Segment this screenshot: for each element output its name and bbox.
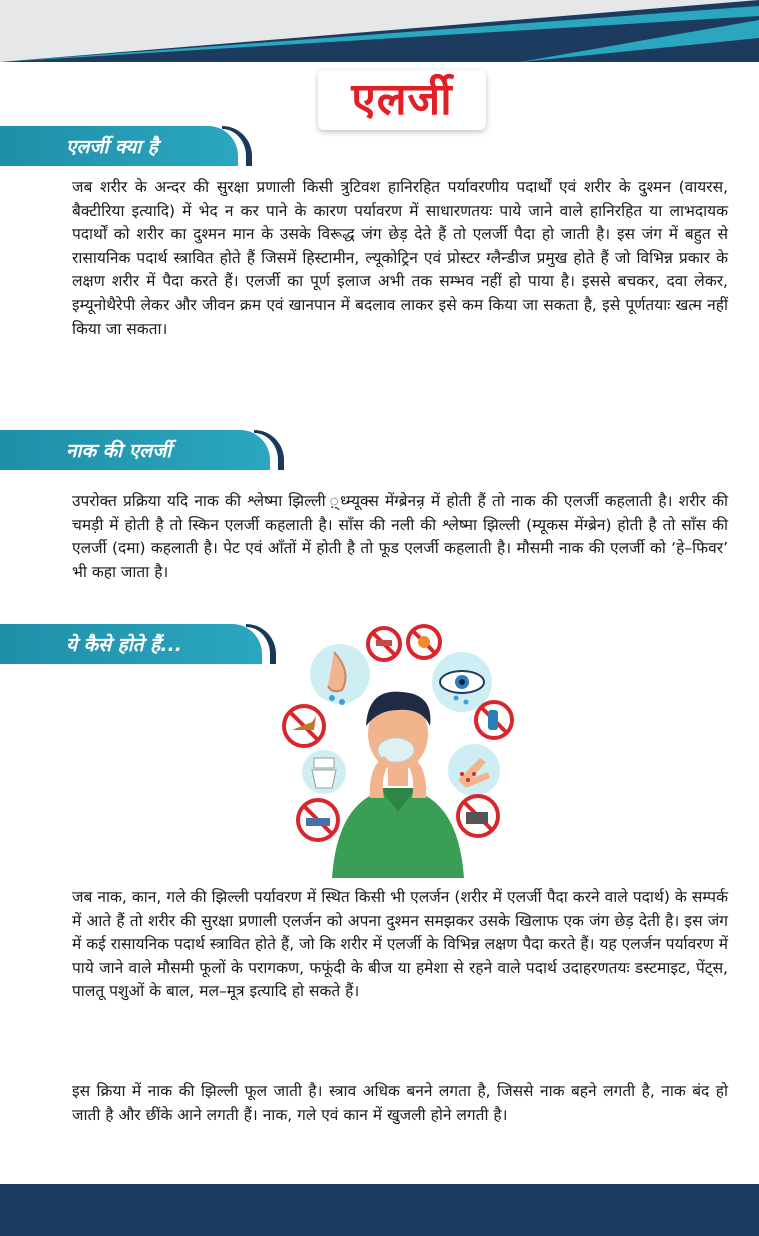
section-heading-nasal-allergy <box>0 430 270 470</box>
sneezing-person <box>332 692 464 878</box>
dog-icon <box>284 706 324 746</box>
paragraph-what-is-allergy: जब शरीर के अन्दर की सुरक्षा प्रणाली किसी त्रुटिवश हानिरहित पर्यावरणीय पदार्थों एवं शरीर के दुश्मन (वायरस, बैक्टीरिया इत्यादि) में भेद न कर पाने के कारण पर्यावरण में साधारणतयः पाये जाने वाले हानिरहित या लाभदायक पदार्थों को शरीर का दुश्मन मान के उसके विरूद्ध जंग छेड़ देते हैं तो एलर्जी पैदा हो जाती है। इस जंग में बहुत से रासायनिक पदार्थ स्त्रावित होते हैं जिसमें हिस्टामीन, ल्यूकोट्रिन एवं प्रोस्टर ग्लैन्डीज प्रमुख होते हैं जो विभिन्न प्रकार के लक्षण शरीर में पैदा करते हैं। एलर्जी का पूर्ण इलाज अभी तक सम्भव नहीं हो पाया है। इससे बचकर, दवा लेकर, इम्यूनोथैरेपी लेकर और जीवन क्रम एवं खानपान में बदलाव लाकर इसे कम किया जा सकता है, इसे पूर्णतयाः खत्म नहीं किया जा सकता। <box>72 178 728 338</box>
section-heading-text: ये कैसे होते हैं... <box>66 634 182 656</box>
allergy-illustration <box>262 622 534 878</box>
paragraph-nasal-allergy: उपरोक्त प्रक्रिया यदि नाक की श्लेष्मा झिल्ली ़्ध्म्यूक्स मेंग्ब्रेनऩ्र में होती हैं तो नाक की एलर्जी कहलाती है। शरीर की चमड़ी में होती है तो स्किन एलर्जी कहलाती है। साँस की नली की श्लेष्मा झिल्ली (म्यूकस मेंग्ब्रेन) होती है तो साँस की एलर्जी (दमा) कहलाती है। पेट एवं आँतों में होती है तो फूड एलर्जी कहलाती है। मौसमी नाक की एलर्जी को ‘हे–फिवर’ भी कहा जाता है। <box>72 492 728 581</box>
section-heading-text: नाक की एलर्जी <box>66 440 172 462</box>
paragraph-symptoms: इस क्रिया में नाक की झिल्ली फूल जाती है। स्त्राव अधिक बनने लगता है, जिससे नाक बहने लगती है, नाक बंद हो जाती है और छींके आने लगती हैं। नाक, गले एवं कान में खुजली होने लगती है। <box>72 1082 728 1124</box>
page-title: एलर्जी <box>351 74 453 125</box>
nose-icon <box>310 644 370 705</box>
section-heading-what-is-allergy <box>0 126 238 166</box>
footer-band <box>0 1184 759 1236</box>
paragraph-how-it-happens: जब नाक, कान, गले की झिल्ली पर्यावरण में स्थित किसी भी एलर्जन (शरीर में एलर्जी पैदा करने वाले पदार्थ) के सम्पर्क में आते हैं तो शरीर की सुरक्षा प्रणाली एलर्जन को अपना दुश्मन समझकर उसके खिलाफ एक जंग छेड़ देती है। इस जंग में कई रासायनिक पदार्थ स्त्रावित होते हैं, जो कि शरीर में एलर्जी के विभिन्न लक्षण पैदा करते हैं। यह एलर्जन पर्यावरण में पाये जाने वाले मौसमी फूलों के परागकण, फफूंदी के बीज या हमेशा से रहने वाले पदार्थ उदाहरणतयः डस्टमाइट, पेंट्स, पालतू पशुओं के बाल, मल–मूत्र इत्यादि हो सकते हैं। <box>72 888 728 1001</box>
pill-icon <box>476 702 512 738</box>
factory-icon <box>458 796 498 836</box>
toilet-icon <box>302 750 346 794</box>
no-sign-icon <box>368 628 400 660</box>
hand-rash-icon <box>448 744 500 796</box>
car-icon <box>298 800 338 840</box>
header-decorative-band <box>0 0 759 62</box>
title-badge <box>318 70 486 130</box>
spray-icon <box>408 626 440 658</box>
section-heading-how-it-happens <box>0 624 262 664</box>
eye-icon <box>432 652 492 712</box>
section-heading-text: एलर्जी क्या है <box>66 136 158 158</box>
